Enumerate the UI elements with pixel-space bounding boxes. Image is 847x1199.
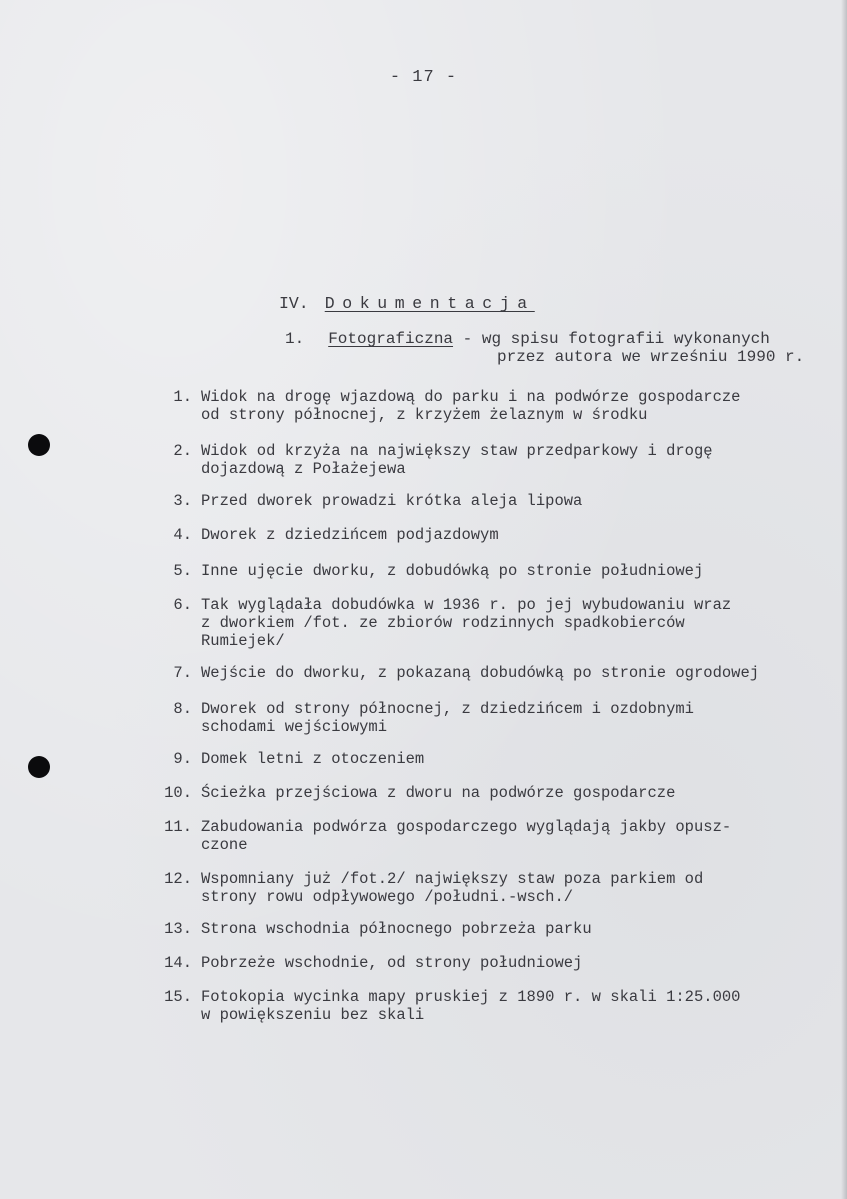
item-number: 15. <box>164 988 192 1006</box>
item-number: 1. <box>173 388 192 406</box>
item-text: Inne ujęcie dworku, z dobudówką po stronie południowej <box>201 562 704 580</box>
item-text: Zabudowania podwórza gospodarczego wyglądają jakby opusz- czone <box>201 818 732 854</box>
item-text: Wejście do dworku, z pokazaną dobudówką po stronie ogrodowej <box>201 664 760 682</box>
section-title: Dokumentacja <box>324 294 535 313</box>
item-number: 6. <box>173 596 192 614</box>
item-text: Dworek od strony północnej, z dziedzińcem i ozdobnymi schodami wejściowymi <box>201 700 694 736</box>
item-number: 11. <box>164 818 192 836</box>
item-text: Przed dworek prowadzi krótka aleja lipowa <box>201 492 583 510</box>
item-number: 4. <box>173 526 192 544</box>
item-number: 9. <box>173 750 192 768</box>
item-text: Dworek z dziedzińcem podjazdowym <box>201 526 499 544</box>
page-number: - 17 - <box>389 68 458 87</box>
item-number: 10. <box>164 784 192 802</box>
item-text: Tak wyglądała dobudówka w 1936 r. po jej wybudowaniu wraz z dworkiem /fot. ze zbiorów rodzinnych spadkobierców Rumiejek/ <box>201 596 732 650</box>
page-edge-shadow <box>841 0 847 1199</box>
subsection-description: - wg spisu fotografii wykonanych <box>453 330 770 348</box>
subsection-name: Fotograficzna <box>328 330 454 348</box>
subsection-line-1 <box>285 330 804 348</box>
punch-hole <box>28 756 50 778</box>
item-number: 13. <box>164 920 192 938</box>
item-number: 2. <box>173 442 192 460</box>
item-number: 8. <box>173 700 192 718</box>
subsection-line-2: przez autora we wrześniu 1990 r. <box>497 348 805 366</box>
item-number: 14. <box>164 954 192 972</box>
item-text: Fotokopia wycinka mapy pruskiej z 1890 r. w skali 1:25.000 w powiększeniu bez skali <box>201 988 741 1024</box>
item-text: Pobrzeże wschodnie, od strony południowej <box>201 954 583 972</box>
item-text: Widok od krzyża na największy staw przedparkowy i drogę dojazdową z Połażejewa <box>201 442 713 478</box>
item-text: Widok na drogę wjazdową do parku i na podwórze gospodarcze od strony północnej, z krzyżem żelaznym w środku <box>201 388 741 424</box>
item-number: 5. <box>173 562 192 580</box>
item-text: Domek letni z otoczeniem <box>201 750 425 768</box>
item-number: 12. <box>164 870 192 888</box>
item-text: Strona wschodnia północnego pobrzeża parku <box>201 920 592 938</box>
item-text: Wspomniany już /fot.2/ największy staw poza parkiem od strony rowu odpływowego /południ.-wsch./ <box>201 870 704 906</box>
item-number: 7. <box>173 664 192 682</box>
punch-hole <box>28 434 50 456</box>
section-heading <box>279 294 535 313</box>
item-number: 3. <box>173 492 192 510</box>
item-text: Ścieżka przejściowa z dworu na podwórze gospodarcze <box>201 784 676 802</box>
section-roman-numeral: IV. <box>279 294 309 313</box>
subsection-heading <box>285 330 804 366</box>
subsection-number: 1. <box>285 330 305 348</box>
